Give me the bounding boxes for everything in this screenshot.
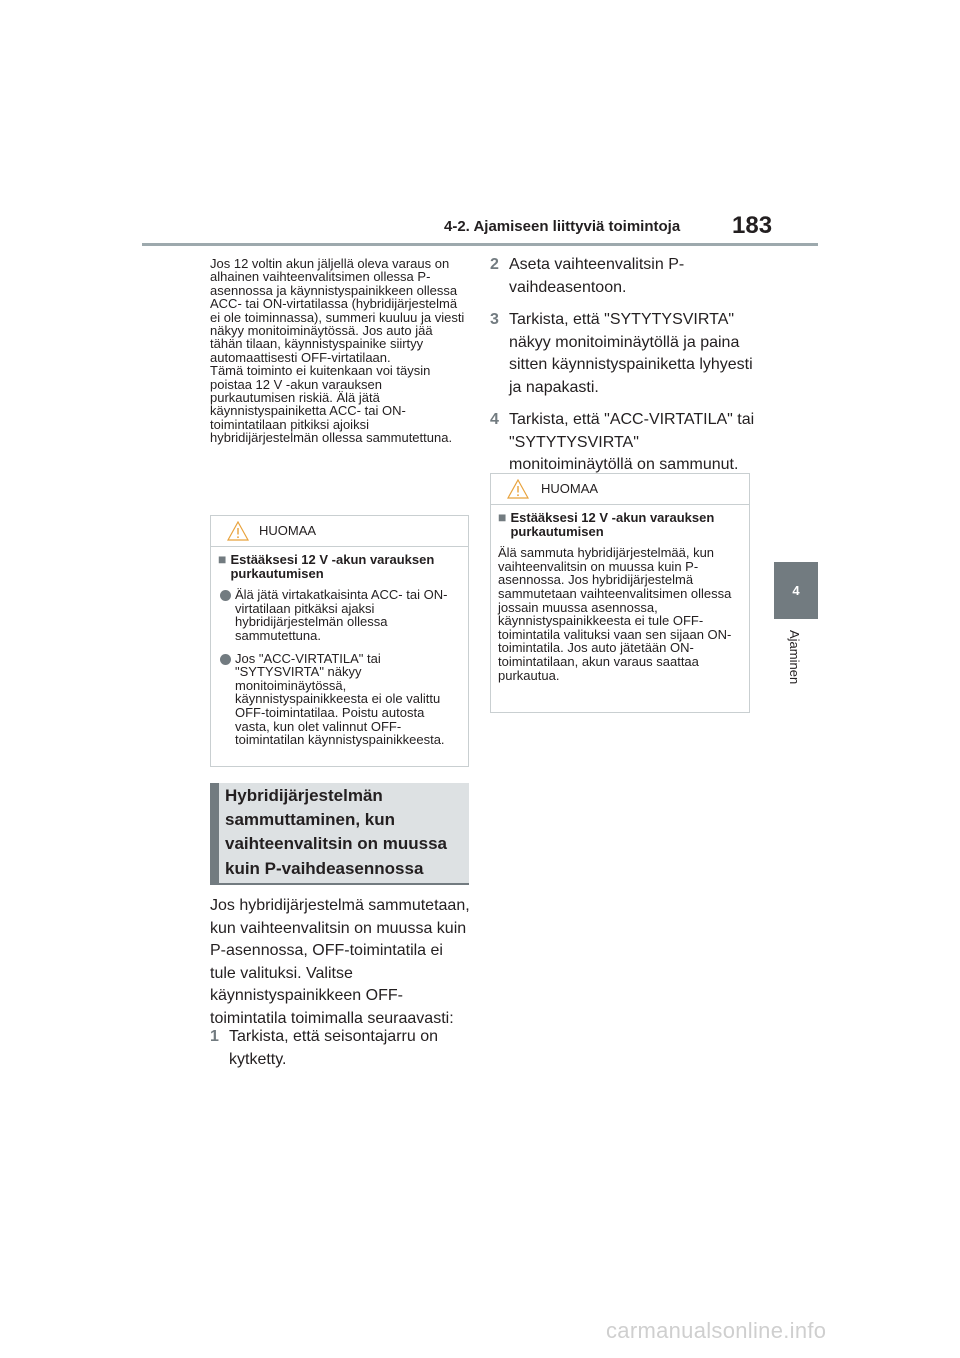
notice-box-left: [210, 515, 469, 767]
chapter-tab[interactable]: [774, 562, 818, 619]
body-paragraph: Jos hybridijärjestelmä sammutetaan, kun vaihteenvalitsin on muussa kuin P-asennossa, OFF-toimintatila ei tule valituksi. Valitse käynnistyspainikkeen OFF-toimintatila toimimalla seuraavasti:: [210, 897, 470, 1027]
notice-bullet: [218, 652, 460, 747]
notice-box-right: [490, 473, 750, 713]
notice-bullet-text: Älä jätä virtakatkaisinta ACC- tai ON-virtatilaan pitkäksi ajaksi hybridijärjestelmän ollessa sammutettuna.: [235, 587, 448, 643]
step-list-right: [490, 254, 755, 487]
notice-subheading: [218, 553, 460, 580]
step-text: Tarkista, että seisontajarru on kytketty.: [229, 1028, 438, 1068]
step-item: [490, 409, 755, 477]
square-bullet-icon: ■: [218, 551, 227, 567]
notice-bullet-text: Jos "ACC-VIRTATILA" tai "SYTYSVIRTA" näkyy monitoiminäytössä, käynnistyspainikkeesta ei ole valittu OFF-toimintatilaa. Poistu autosta vasta, kun olet valinnut OFF-toimintatilan käynnistyspainikkeesta.: [235, 650, 445, 748]
step-item: [490, 309, 755, 399]
circle-bullet-icon: [220, 590, 231, 601]
intro-text: [210, 257, 468, 445]
step-number: 3: [490, 311, 499, 328]
notice-subheading-text: Estääksesi 12 V -akun varauksen purkautumisen: [510, 510, 715, 539]
notice-title: HUOMAA: [259, 523, 317, 538]
step-number: 4: [490, 411, 499, 428]
chapter-tab-label: [786, 630, 806, 700]
section-heading: [210, 783, 469, 885]
step-number: 1: [210, 1028, 219, 1045]
header-section-title: 4-2. Ajamiseen liittyviä toimintoja: [444, 218, 681, 235]
notice-content: [491, 505, 749, 690]
page-number: 183: [732, 212, 773, 239]
notice-subheading: [498, 511, 741, 538]
notice-header: [491, 474, 749, 505]
chapter-tab-number: 4: [792, 583, 800, 598]
warning-triangle-icon: [227, 521, 249, 541]
notice-body-text: Älä sammuta hybridijärjestelmää, kun vaihteenvalitsin on muussa kuin P-asennossa. Jos hybridijärjestelmä sammutetaan vaihteenvalitsimen ollessa jossain muussa asennossa, käynnistyspainikkeesta ei tule OFF-toimintatila valituksi vaan sen sijaan ON-toimintatila. Jos auto jätetään ON-toimintatilaan, akun varaus saattaa purkautua.: [498, 545, 732, 683]
section-heading-text: Hybridijärjestelmän sammuttaminen, kun vaihteenvalitsin on muussa kuin P-vaihdeasennossa: [225, 786, 448, 878]
notice-bullet: [218, 588, 460, 642]
intro-paragraph-2: Tämä toiminto ei kuitenkaan voi täysin poistaa 12 V -akun varauksen purkautumisen riskiä. Älä jätä käynnistyspainiketta ACC- tai ON-toimintatilaan pitkiksi ajoiksi hybridijärjestelmän ollessa sammutettuna.: [210, 363, 453, 446]
header-rule: [142, 243, 818, 246]
notice-content: [211, 547, 468, 764]
step-item: [490, 254, 755, 299]
notice-header: [211, 516, 468, 547]
step-text: Tarkista, että "ACC-VIRTATILA" tai "SYTYTYSVIRTA" monitoiminäytöllä on sammunut.: [509, 411, 755, 473]
step-number: 2: [490, 256, 499, 273]
warning-triangle-icon: [507, 479, 529, 499]
step-text: Tarkista, että "SYTYTYSVIRTA" näkyy monitoiminäytöllä ja paina sitten käynnistyspainiketta lyhyesti ja napakasti.: [509, 311, 753, 396]
step-item: [210, 1026, 472, 1071]
chapter-tab-label-text: Ajaminen: [787, 630, 802, 685]
square-bullet-icon: ■: [498, 509, 507, 525]
notice-title: HUOMAA: [541, 481, 599, 496]
section-heading-bar: [210, 783, 219, 883]
step-text: Aseta vaihteenvalitsin P-vaihdeasentoon.: [509, 256, 685, 296]
watermark: carmanualsonline.info: [606, 1318, 827, 1343]
circle-bullet-icon: [220, 654, 231, 665]
intro-paragraph-1: Jos 12 voltin akun jäljellä oleva varaus on alhainen vaihteenvalitsimen ollessa P-asennossa ja käynnistyspainikkeen ollessa ACC- tai ON-virtatilassa (hybridijärjestelmä ei ole toiminnassa), summeri kuuluu ja viesti näkyy monitoiminäytössä. Jos auto jää tähän tilaan, käynnistyspainike siirtyy automaattisesti OFF-virtatilaan.: [210, 256, 465, 365]
notice-subheading-text: Estääksesi 12 V -akun varauksen purkautumisen: [230, 552, 435, 581]
step-list-left: [210, 1023, 472, 1071]
